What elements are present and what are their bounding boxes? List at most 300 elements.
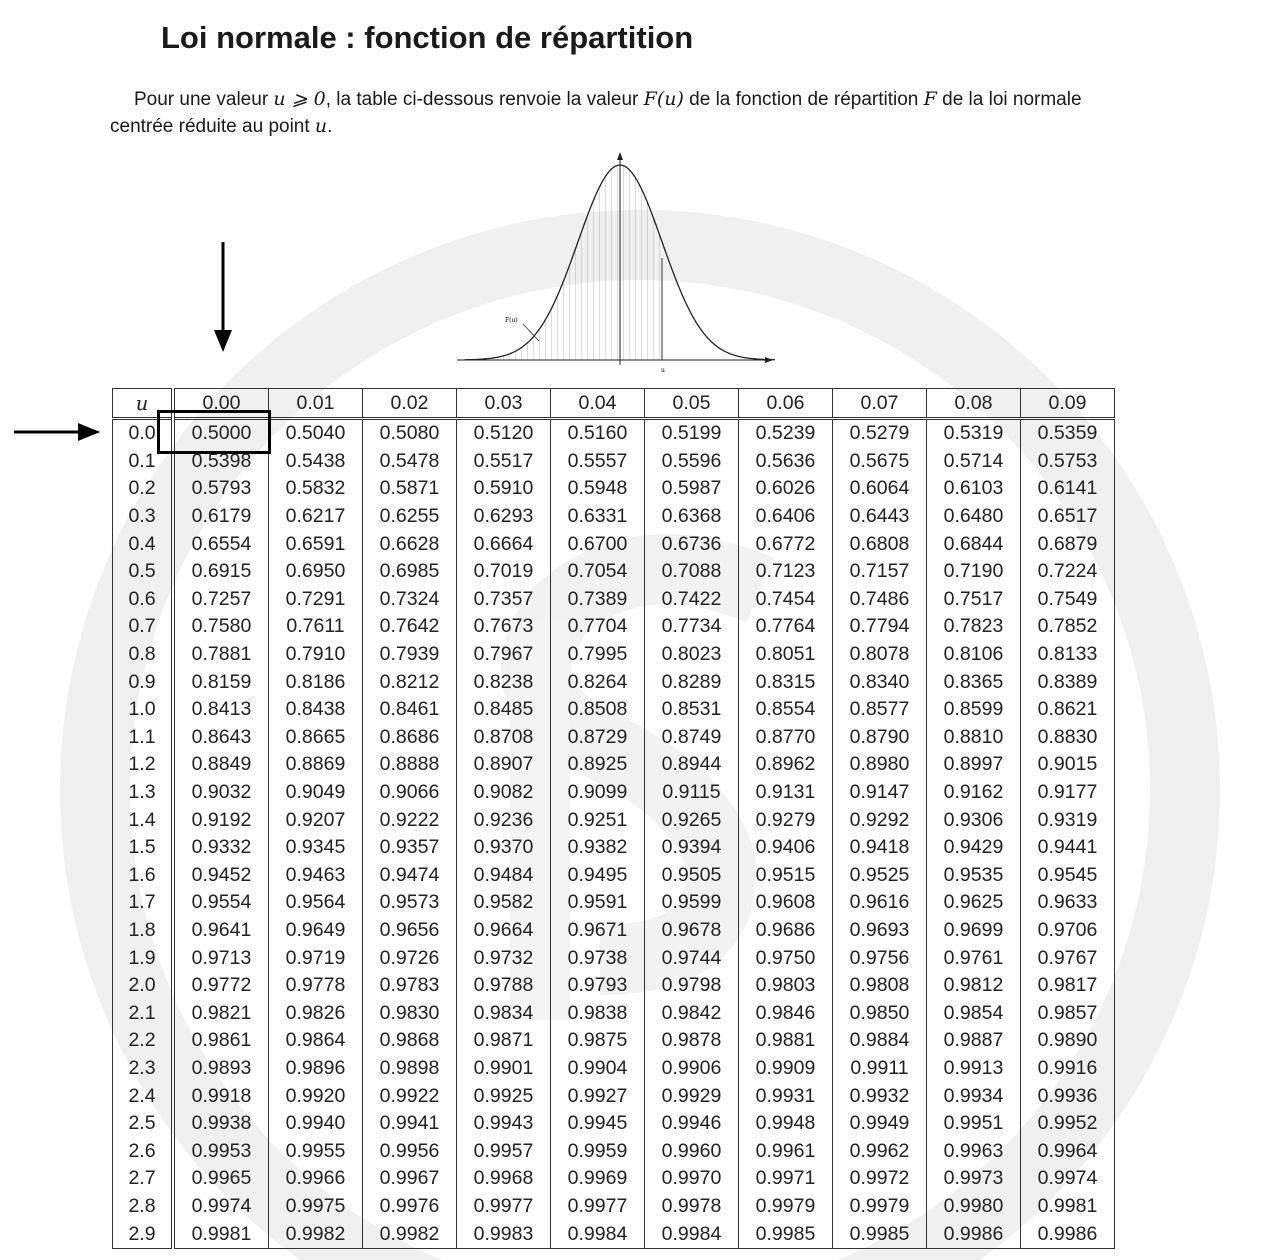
table-cell: 0.9830 (363, 999, 457, 1027)
table-cell: 0.7517 (927, 586, 1021, 614)
row-u-label: 1.3 (128, 781, 156, 804)
table-row (113, 917, 1115, 945)
table-cell: 0.9656 (363, 917, 457, 945)
table-cell: 0.9370 (457, 834, 551, 862)
table-cell: 0.7673 (457, 613, 551, 641)
table-cell: 0.9943 (457, 1110, 551, 1138)
table-cell: 0.7939 (363, 641, 457, 669)
table-cell: 0.7019 (457, 558, 551, 586)
table-cell: 0.9032 (173, 779, 269, 807)
table-cell: 0.9982 (269, 1220, 363, 1248)
table-cell: 0.6103 (927, 475, 1021, 503)
table-cell: 0.9974 (1021, 1165, 1115, 1193)
table-cell: 0.5000 (173, 419, 269, 448)
table-cell: 0.7549 (1021, 586, 1115, 614)
row-u-label: 0.5 (128, 560, 156, 583)
table-cell: 0.9505 (645, 862, 739, 890)
table-cell: 0.9525 (833, 862, 927, 890)
table-cell: 0.8621 (1021, 696, 1115, 724)
row-u-label: 2.2 (128, 1029, 156, 1052)
table-row (113, 1165, 1115, 1193)
u-axis-label: u (661, 367, 665, 374)
col-header: 0.08 (927, 389, 1021, 419)
table-cell: 0.9857 (1021, 999, 1115, 1027)
col-header: 0.04 (551, 389, 645, 419)
table-cell: 0.9573 (363, 889, 457, 917)
table-cell: 0.8078 (833, 641, 927, 669)
table-cell: 0.9582 (457, 889, 551, 917)
table-cell: 0.9977 (551, 1193, 645, 1221)
table-cell: 0.9890 (1021, 1027, 1115, 1055)
table-cell: 0.5948 (551, 475, 645, 503)
table-cell: 0.9846 (739, 999, 833, 1027)
table-cell: 0.9726 (363, 944, 457, 972)
table-cell: 0.9978 (645, 1193, 739, 1221)
table-cell: 0.9881 (739, 1027, 833, 1055)
table-cell: 0.5871 (363, 475, 457, 503)
col-header: 0.03 (457, 389, 551, 419)
col-header: 0.07 (833, 389, 927, 419)
row-u-label: 0.9 (128, 670, 156, 693)
table-cell: 0.8531 (645, 696, 739, 724)
table-cell: 0.9772 (173, 972, 269, 1000)
row-u-label: 0.0 (128, 422, 156, 445)
table-cell: 0.9896 (269, 1055, 363, 1083)
table-cell: 0.9265 (645, 806, 739, 834)
row-u-label: 1.7 (128, 891, 156, 914)
table-cell: 0.8051 (739, 641, 833, 669)
table-cell: 0.9131 (739, 779, 833, 807)
table-cell: 0.5636 (739, 448, 833, 476)
table-cell: 0.6628 (363, 530, 457, 558)
row-u-label: 1.2 (128, 753, 156, 776)
table-cell: 0.6293 (457, 503, 551, 531)
table-cell: 0.7054 (551, 558, 645, 586)
table-cell: 0.9803 (739, 972, 833, 1000)
table-cell: 0.5319 (927, 419, 1021, 448)
table-cell: 0.6443 (833, 503, 927, 531)
table-cell: 0.7257 (173, 586, 269, 614)
row-u-label: 0.6 (128, 587, 156, 610)
table-cell: 0.9671 (551, 917, 645, 945)
corner-u-label: u (113, 389, 174, 419)
table-row (113, 834, 1115, 862)
table-cell: 0.9961 (739, 1137, 833, 1165)
table-cell: 0.8264 (551, 668, 645, 696)
table-row (113, 972, 1115, 1000)
table-cell: 0.5080 (363, 419, 457, 448)
row-u-label: 1.1 (128, 725, 156, 748)
table-cell: 0.9968 (457, 1165, 551, 1193)
table-cell: 0.9706 (1021, 917, 1115, 945)
table-cell: 0.8869 (269, 751, 363, 779)
row-u-label: 2.8 (128, 1194, 156, 1217)
table-cell: 0.9972 (833, 1165, 927, 1193)
table-cell: 0.9986 (927, 1220, 1021, 1248)
table-cell: 0.9599 (645, 889, 739, 917)
table-cell: 0.9875 (551, 1027, 645, 1055)
table-cell: 0.8980 (833, 751, 927, 779)
intro-text-4: de la loi normale centrée réduite au point (110, 89, 1082, 137)
table-cell: 0.9798 (645, 972, 739, 1000)
table-cell: 0.8944 (645, 751, 739, 779)
table-cell: 0.9966 (269, 1165, 363, 1193)
table-cell: 0.5160 (551, 419, 645, 448)
table-cell: 0.8186 (269, 668, 363, 696)
table-cell: 0.5910 (457, 475, 551, 503)
normal-table-container (112, 388, 1115, 1249)
table-cell: 0.9756 (833, 944, 927, 972)
table-cell: 0.9864 (269, 1027, 363, 1055)
table-cell: 0.9931 (739, 1082, 833, 1110)
table-cell: 0.9911 (833, 1055, 927, 1083)
intro-math-Fu: F(u) (643, 88, 684, 110)
intro-math-F: F (923, 88, 937, 110)
table-cell: 0.6985 (363, 558, 457, 586)
table-cell: 0.9938 (173, 1110, 269, 1138)
table-cell: 0.9916 (1021, 1055, 1115, 1083)
table-cell: 0.9893 (173, 1055, 269, 1083)
intro-math-u-ge-0: u ⩾ 0 (273, 88, 326, 110)
table-cell: 0.9984 (551, 1220, 645, 1248)
table-cell: 0.5438 (269, 448, 363, 476)
table-cell: 0.5478 (363, 448, 457, 476)
row-u-label: 2.0 (128, 974, 156, 997)
table-cell: 0.9957 (457, 1137, 551, 1165)
table-cell: 0.9177 (1021, 779, 1115, 807)
table-cell: 0.6217 (269, 503, 363, 531)
col-header: 0.05 (645, 389, 739, 419)
table-cell: 0.9251 (551, 806, 645, 834)
table-cell: 0.9162 (927, 779, 1021, 807)
table-cell: 0.6700 (551, 530, 645, 558)
table-cell: 0.6480 (927, 503, 1021, 531)
table-cell: 0.9554 (173, 889, 269, 917)
table-cell: 0.9979 (739, 1193, 833, 1221)
table-cell: 0.8790 (833, 724, 927, 752)
table-cell: 0.8315 (739, 668, 833, 696)
table-cell: 0.7642 (363, 613, 457, 641)
table-cell: 0.9591 (551, 889, 645, 917)
table-cell: 0.7794 (833, 613, 927, 641)
intro-text-3: de la fonction de répartition (683, 89, 924, 110)
table-cell: 0.9985 (739, 1220, 833, 1248)
table-cell: 0.5120 (457, 419, 551, 448)
table-cell: 0.9115 (645, 779, 739, 807)
table-cell: 0.9842 (645, 999, 739, 1027)
table-cell: 0.9678 (645, 917, 739, 945)
table-row (113, 1137, 1115, 1165)
table-cell: 0.5714 (927, 448, 1021, 476)
table-cell: 0.9861 (173, 1027, 269, 1055)
table-cell: 0.8106 (927, 641, 1021, 669)
table-cell: 0.7291 (269, 586, 363, 614)
table-cell: 0.9918 (173, 1082, 269, 1110)
table-cell: 0.8485 (457, 696, 551, 724)
table-cell: 0.5279 (833, 419, 927, 448)
table-cell: 0.6772 (739, 530, 833, 558)
intro-paragraph (110, 86, 1122, 140)
table-cell: 0.9952 (1021, 1110, 1115, 1138)
table-cell: 0.9948 (739, 1110, 833, 1138)
table-cell: 0.8888 (363, 751, 457, 779)
table-cell: 0.9920 (269, 1082, 363, 1110)
intro-math-u: u (314, 115, 328, 137)
table-cell: 0.9767 (1021, 944, 1115, 972)
table-cell: 0.9984 (645, 1220, 739, 1248)
table-cell: 0.8599 (927, 696, 1021, 724)
table-cell: 0.7852 (1021, 613, 1115, 641)
table-row (113, 1082, 1115, 1110)
row-u-label: 2.6 (128, 1139, 156, 1162)
table-cell: 0.6879 (1021, 530, 1115, 558)
table-cell: 0.9884 (833, 1027, 927, 1055)
table-row (113, 696, 1115, 724)
table-row (113, 475, 1115, 503)
table-cell: 0.8238 (457, 668, 551, 696)
table-cell: 0.9382 (551, 834, 645, 862)
row-u-label: 1.5 (128, 836, 156, 859)
row-u-label: 2.4 (128, 1084, 156, 1107)
table-cell: 0.8413 (173, 696, 269, 724)
table-cell: 0.6064 (833, 475, 927, 503)
table-cell: 0.8907 (457, 751, 551, 779)
table-cell: 0.9941 (363, 1110, 457, 1138)
table-row (113, 586, 1115, 614)
table-cell: 0.9940 (269, 1110, 363, 1138)
table-cell: 0.8708 (457, 724, 551, 752)
table-row (113, 1110, 1115, 1138)
table-cell: 0.8461 (363, 696, 457, 724)
table-cell: 0.9951 (927, 1110, 1021, 1138)
table-cell: 0.9887 (927, 1027, 1021, 1055)
table-row (113, 530, 1115, 558)
table-cell: 0.9913 (927, 1055, 1021, 1083)
table-cell: 0.7389 (551, 586, 645, 614)
row-u-label: 0.4 (128, 532, 156, 555)
table-cell: 0.8770 (739, 724, 833, 752)
row-u-label: 0.1 (128, 449, 156, 472)
table-cell: 0.6736 (645, 530, 739, 558)
row-u-label: 2.1 (128, 1001, 156, 1024)
table-cell: 0.9418 (833, 834, 927, 862)
row-u-label: 1.0 (128, 698, 156, 721)
intro-text-5: . (327, 116, 333, 137)
table-cell: 0.9871 (457, 1027, 551, 1055)
table-cell: 0.7910 (269, 641, 363, 669)
row-u-label: 1.4 (128, 808, 156, 831)
table-row (113, 862, 1115, 890)
table-cell: 0.9971 (739, 1165, 833, 1193)
table-cell: 0.5040 (269, 419, 363, 448)
table-cell: 0.6915 (173, 558, 269, 586)
table-cell: 0.9956 (363, 1137, 457, 1165)
table-cell: 0.6554 (173, 530, 269, 558)
table-cell: 0.9854 (927, 999, 1021, 1027)
row-u-label: 2.5 (128, 1112, 156, 1135)
table-cell: 0.7823 (927, 613, 1021, 641)
table-row (113, 613, 1115, 641)
table-row (113, 806, 1115, 834)
intro-text-1: Pour une valeur (134, 89, 274, 110)
table-cell: 0.9222 (363, 806, 457, 834)
table-row (113, 1220, 1115, 1248)
table-cell: 0.9970 (645, 1165, 739, 1193)
table-cell: 0.8159 (173, 668, 269, 696)
table-cell: 0.9495 (551, 862, 645, 890)
table-cell: 0.9732 (457, 944, 551, 972)
table-row (113, 503, 1115, 531)
table-cell: 0.9812 (927, 972, 1021, 1000)
table-cell: 0.8643 (173, 724, 269, 752)
table-cell: 0.9932 (833, 1082, 927, 1110)
table-row (113, 641, 1115, 669)
table-cell: 0.9713 (173, 944, 269, 972)
table-cell: 0.9964 (1021, 1137, 1115, 1165)
table-cell: 0.9345 (269, 834, 363, 862)
table-cell: 0.8133 (1021, 641, 1115, 669)
table-cell: 0.9463 (269, 862, 363, 890)
table-cell: 0.9955 (269, 1137, 363, 1165)
table-row (113, 558, 1115, 586)
table-cell: 0.9616 (833, 889, 927, 917)
table-cell: 0.9878 (645, 1027, 739, 1055)
highlight-box (157, 410, 271, 454)
table-cell: 0.8023 (645, 641, 739, 669)
table-cell: 0.9332 (173, 834, 269, 862)
table-cell: 0.9564 (269, 889, 363, 917)
table-cell: 0.6517 (1021, 503, 1115, 531)
table-row (113, 1027, 1115, 1055)
table-cell: 0.8830 (1021, 724, 1115, 752)
table-cell: 0.9976 (363, 1193, 457, 1221)
table-cell: 0.9969 (551, 1165, 645, 1193)
table-cell: 0.7190 (927, 558, 1021, 586)
table-cell: 0.9973 (927, 1165, 1021, 1193)
table-cell: 0.6808 (833, 530, 927, 558)
shaded-area (465, 165, 662, 360)
table-cell: 0.8729 (551, 724, 645, 752)
table-cell: 0.9959 (551, 1137, 645, 1165)
table-cell: 0.9788 (457, 972, 551, 1000)
table-cell: 0.8849 (173, 751, 269, 779)
table-cell: 0.8925 (551, 751, 645, 779)
table-cell: 0.9981 (1021, 1193, 1115, 1221)
table-cell: 0.9484 (457, 862, 551, 890)
table-cell: 0.9960 (645, 1137, 739, 1165)
table-cell: 0.9967 (363, 1165, 457, 1193)
table-cell: 0.6591 (269, 530, 363, 558)
table-cell: 0.5753 (1021, 448, 1115, 476)
table-cell: 0.7357 (457, 586, 551, 614)
table-cell: 0.9925 (457, 1082, 551, 1110)
table-cell: 0.9192 (173, 806, 269, 834)
table-cell: 0.9750 (739, 944, 833, 972)
col-header: 0.09 (1021, 389, 1115, 419)
table-cell: 0.5832 (269, 475, 363, 503)
table-cell: 0.9850 (833, 999, 927, 1027)
table-cell: 0.9207 (269, 806, 363, 834)
table-cell: 0.7224 (1021, 558, 1115, 586)
intro-text-2: , la table ci-dessous renvoie la valeur (325, 89, 644, 110)
table-row (113, 1055, 1115, 1083)
table-cell: 0.9898 (363, 1055, 457, 1083)
table-cell: 0.5557 (551, 448, 645, 476)
table-cell: 0.8686 (363, 724, 457, 752)
table-row (113, 779, 1115, 807)
table-cell: 0.5239 (739, 419, 833, 448)
table-cell: 0.9909 (739, 1055, 833, 1083)
table-cell: 0.9817 (1021, 972, 1115, 1000)
table-cell: 0.9986 (1021, 1220, 1115, 1248)
table-cell: 0.9474 (363, 862, 457, 890)
table-cell: 0.9686 (739, 917, 833, 945)
table-cell: 0.9983 (457, 1220, 551, 1248)
table-cell: 0.9826 (269, 999, 363, 1027)
table-cell: 0.9535 (927, 862, 1021, 890)
table-row (113, 751, 1115, 779)
col-header: 0.01 (269, 389, 363, 419)
table-row (113, 724, 1115, 752)
table-row (113, 999, 1115, 1027)
table-cell: 0.8340 (833, 668, 927, 696)
normal-curve-figure (455, 150, 775, 375)
table-cell: 0.9934 (927, 1082, 1021, 1110)
table-cell: 0.9979 (833, 1193, 927, 1221)
table-cell: 0.9744 (645, 944, 739, 972)
table-cell: 0.5398 (173, 448, 269, 476)
table-cell: 0.7995 (551, 641, 645, 669)
table-cell: 0.5517 (457, 448, 551, 476)
table-row (113, 1193, 1115, 1221)
table-cell: 0.7454 (739, 586, 833, 614)
table-cell: 0.9778 (269, 972, 363, 1000)
table-cell: 0.9936 (1021, 1082, 1115, 1110)
table-cell: 0.9980 (927, 1193, 1021, 1221)
table-cell: 0.6026 (739, 475, 833, 503)
col-header: 0.02 (363, 389, 457, 419)
table-cell: 0.9922 (363, 1082, 457, 1110)
table-cell: 0.9927 (551, 1082, 645, 1110)
table-cell: 0.9808 (833, 972, 927, 1000)
table-cell: 0.6664 (457, 530, 551, 558)
row-u-label: 1.9 (128, 946, 156, 969)
table-cell: 0.6141 (1021, 475, 1115, 503)
table-cell: 0.9953 (173, 1137, 269, 1165)
table-cell: 0.7486 (833, 586, 927, 614)
arrow-right-icon (12, 418, 102, 446)
table-cell: 0.6255 (363, 503, 457, 531)
table-cell: 0.8508 (551, 696, 645, 724)
table-cell: 0.7123 (739, 558, 833, 586)
table-cell: 0.9429 (927, 834, 1021, 862)
col-header: 0.06 (739, 389, 833, 419)
table-row (113, 668, 1115, 696)
table-cell: 0.9949 (833, 1110, 927, 1138)
row-u-label: 0.3 (128, 505, 156, 528)
table-cell: 0.7422 (645, 586, 739, 614)
table-cell: 0.9082 (457, 779, 551, 807)
table-cell: 0.9357 (363, 834, 457, 862)
table-cell: 0.6406 (739, 503, 833, 531)
table-cell: 0.9985 (833, 1220, 927, 1248)
table-cell: 0.9699 (927, 917, 1021, 945)
table-cell: 0.7704 (551, 613, 645, 641)
table-cell: 0.9975 (269, 1193, 363, 1221)
table-cell: 0.9319 (1021, 806, 1115, 834)
table-cell: 0.6179 (173, 503, 269, 531)
col-header: 0.00 (173, 389, 269, 419)
